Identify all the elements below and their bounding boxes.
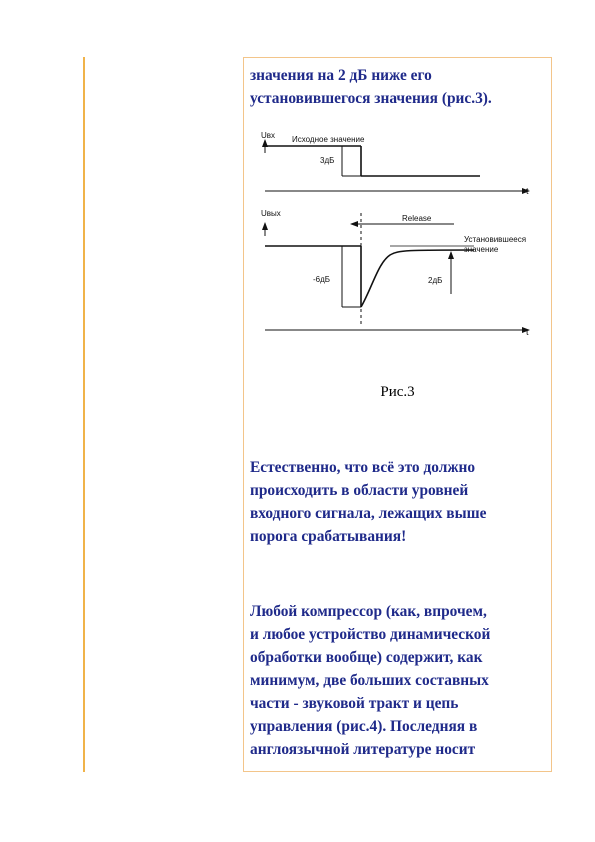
drop-label: -6дБ: [313, 275, 331, 284]
bottom-time-label: t: [526, 327, 529, 337]
paragraph-intro: значения на 2 дБ ниже его установившегося значения (рис.3).: [250, 67, 492, 107]
top-step-label: 3дБ: [320, 156, 335, 165]
paragraph-threshold: Естественно, что всё это должно происходить в области уровней входного сигнала, лежащих выше порога срабатывания!: [250, 459, 487, 545]
steady-state-label-1: Установившееся: [464, 235, 527, 244]
release-label: Release: [402, 214, 432, 223]
steady-state-label-2: значение: [464, 245, 499, 254]
release-curve: [361, 250, 474, 307]
figure-3-diagram: [244, 58, 551, 378]
left-margin-rule: [83, 57, 85, 772]
top-axis-label: Uвх: [261, 131, 276, 140]
figure-caption: Рис.3: [380, 384, 415, 400]
paragraph-compressor: Любой компрессор (как, впрочем, и любое устройство динамической обработки вообще) содержит, как минимум, две больших составных части - звуковой тракт и цепь управления (рис.4). Последняя в англоязычной литературе носит: [250, 603, 491, 758]
diff-label: 2дБ: [428, 276, 443, 285]
top-signal-label: Исходное значение: [292, 135, 365, 144]
bottom-axis-label: Uвых: [261, 209, 281, 218]
content-frame: [243, 57, 552, 772]
top-time-label: t: [526, 186, 529, 196]
